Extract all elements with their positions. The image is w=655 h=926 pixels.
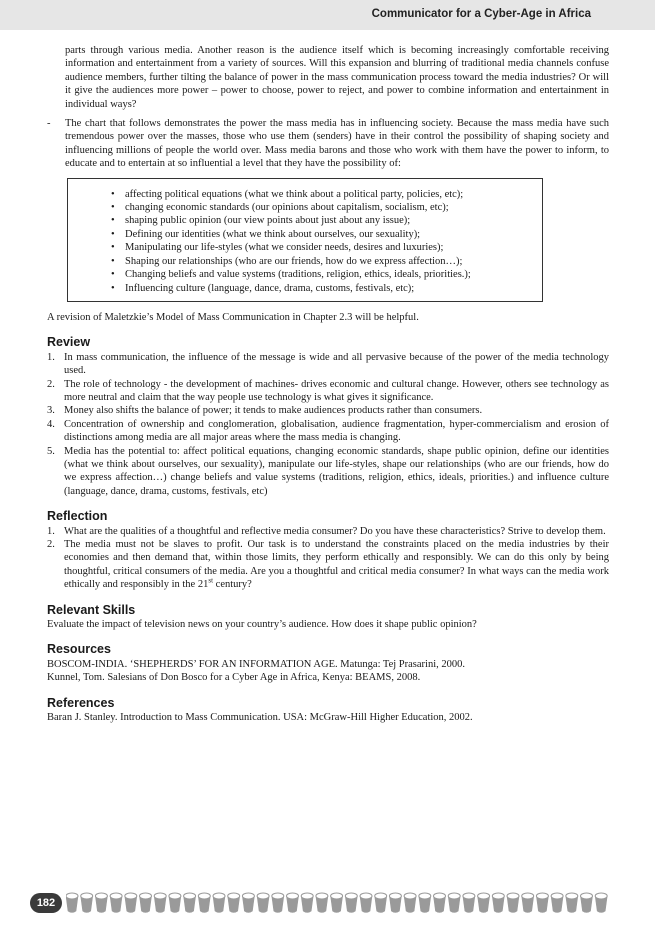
list-item [111, 228, 542, 241]
resource-line: Kunnel, Tom. Salesians of Don Bosco for a Cyber Age in Africa, Kenya: BEAMS, 2008. [47, 672, 421, 684]
list-item [111, 268, 542, 281]
revision-note: A revision of Maletzkie’s Model of Mass Communication in Chapter 2.3 will be helpful. [47, 311, 419, 323]
page-content [47, 44, 609, 724]
list-item-text: shaping public opinion (our view points about just about any issue); [125, 215, 411, 227]
strip-motif-icon [169, 893, 181, 913]
list-item [111, 282, 542, 295]
influence-list [111, 188, 542, 295]
strip-motif-icon [140, 893, 152, 913]
list-item [47, 445, 609, 499]
item-number: 1. [47, 351, 55, 363]
strip-motif-icon [345, 893, 357, 913]
strip-motif-icon [463, 893, 475, 913]
bullet-icon: • [111, 255, 115, 267]
strip-motif-icon [125, 893, 137, 913]
resources-heading: Resources [47, 642, 111, 657]
list-item-text: Defining our identities (what we think about ourselves, our sexuality); [125, 228, 421, 240]
item-number: 2. [47, 378, 55, 390]
skills-heading: Relevant Skills [47, 602, 136, 617]
strip-motif-icon [507, 893, 519, 913]
item-number: 1. [47, 525, 55, 537]
strip-motif-icon [478, 893, 490, 913]
strip-motif-icon [522, 893, 534, 913]
review-heading: Review [47, 335, 91, 350]
page-number: 182 [30, 893, 62, 913]
page-header [0, 0, 655, 30]
dash-marker: - [47, 118, 51, 130]
list-item-text: affecting political equations (what we think about a political party, policies, etc); [125, 188, 464, 200]
influence-box [67, 178, 543, 302]
strip-motif-icon [272, 893, 284, 913]
bullet-icon: • [111, 202, 115, 214]
item-number: 5. [47, 445, 55, 457]
strip-motif-icon [360, 893, 372, 913]
list-item [111, 255, 542, 268]
list-item [47, 525, 609, 538]
strip-motif-icon [213, 893, 225, 913]
list-item [47, 351, 609, 378]
resource-line: BOSCOM-INDIA. ‘SHEPHERDS’ FOR AN INFORMATION AGE. Matunga: Tej Prasarini, 2000. [47, 658, 466, 670]
list-item [111, 188, 542, 201]
item-text: In mass communication, the influence of the message is wide and all pervasive because of the power of the media technology used. [64, 351, 609, 377]
chart-paragraph [47, 117, 609, 171]
strip-motif-icon [316, 893, 328, 913]
strip-motif-icon [551, 893, 563, 913]
strip-motif-icon [301, 893, 313, 913]
bullet-icon: • [111, 282, 115, 294]
strip-motif-icon [287, 893, 299, 913]
strip-motif-icon [228, 893, 240, 913]
strip-motif-icon [389, 893, 401, 913]
list-item [47, 378, 609, 405]
strip-motif-icon [375, 893, 387, 913]
review-list [47, 351, 609, 498]
list-item-text: Changing beliefs and value systems (traditions, religion, ethics, ideals, priorities.); [125, 269, 471, 281]
intro-paragraph: parts through various media. Another reason is the audience itself which is becoming increasingly comfortable receiving information and entertainment from a variety of sources. Will this expansion and blurring of traditional media channels confuse audience members, further tilting the balance of power in the mass communication process toward the media industries? Or will it give the audiences more power – power to choose, power to reject, and power to combine information and entertainment in individual ways? [65, 45, 609, 110]
page-footer [0, 885, 655, 921]
strip-motif-icon [536, 893, 548, 913]
references-heading: References [47, 695, 115, 710]
item-text: The role of technology - the development of machines- drives economic and cultural change. However, others see technology as more neutral and claim that the way people use technology is what gives it significance. [64, 378, 609, 403]
item-text: What are the qualities of a thoughtful and reflective media consumer? Do you have these characteristics? Strive to develop them. [64, 525, 606, 537]
list-item [47, 538, 609, 592]
strip-motif-icon [198, 893, 210, 913]
strip-motif-icon [581, 893, 593, 913]
item-text: Money also shifts the balance of power; it tends to make audiences products rather than consumers. [64, 405, 483, 417]
reflection-heading: Reflection [47, 509, 108, 524]
list-item [111, 201, 542, 214]
bullet-icon: • [111, 269, 115, 281]
strip-motif-icon [595, 893, 607, 913]
chart-paragraph-text: The chart that follows demonstrates the power the mass media has in influencing society. Because the mass media have such tremendous power over the masses, those who use them (senders) have in their control the possibility of shaping society and influencing millions of people the world over. Mass media barons and those who work with them have the power to inform, to educate and to entertain at so influential a level that they have the possibility of: [65, 118, 609, 170]
strip-motif-icon [81, 893, 93, 913]
strip-motif-icon [110, 893, 122, 913]
running-title: Communicator for a Cyber-Age in Africa [371, 8, 591, 20]
list-item [111, 214, 542, 227]
list-item-text: Influencing culture (language, dance, drama, customs, festivals, etc); [125, 282, 415, 294]
item-text-main: The media must not be slaves to profit. Our task is to understand the constraints placed on the media industries by their economies and then demand that, within those limits, they perform ethically and responsibly. We can do this only by being thoughtful, critical consumers of the media. Are you a thoughtful and critical media consumer? In what ways can the media work ethically and responsibly in the 21 [64, 539, 609, 591]
bullet-icon: • [111, 215, 115, 227]
list-item-text: Manipulating our life-styles (what we consider needs, desires and luxuries); [125, 242, 444, 254]
reflection-list [47, 525, 609, 592]
ordinal-suffix: st [208, 576, 214, 585]
list-item-text: changing economic standards (our opinions about capitalism, socialism, etc); [125, 202, 449, 214]
strip-motif-icon [566, 893, 578, 913]
item-number: 4. [47, 418, 55, 430]
strip-motif-icon [419, 893, 431, 913]
skills-text: Evaluate the impact of television news on your country’s audience. How does it shape public opinion? [47, 619, 477, 631]
item-number: 3. [47, 405, 55, 417]
bullet-icon: • [111, 228, 115, 240]
strip-motif-icon [154, 893, 166, 913]
strip-motif-icon [404, 893, 416, 913]
bullet-icon: • [111, 188, 115, 200]
item-text-tail: century? [213, 579, 252, 591]
item-number: 2. [47, 539, 55, 550]
list-item [111, 241, 542, 254]
strip-motif-icon [95, 893, 107, 913]
bullet-icon: • [111, 242, 115, 254]
item-text: Media has the potential to: affect political equations, changing economic standards, shape public opinion, define our identities (what we think about ourselves, our sexuality), manipulate our life-styles, shape our relationships (who are our friends, how do we express affection…) change beliefs and value systems (traditions, religion, ethics, ideals, priorities.) and influence culture (language, dance, drama, customs, festivals, etc) [64, 445, 609, 497]
strip-motif-icon [434, 893, 446, 913]
strip-motif-icon [257, 893, 269, 913]
item-text: Concentration of ownership and conglomeration, globalisation, audience fragmentation, hyper-commercialism and erosion of distinctions among media are all major areas where the mass media is changing. [64, 418, 609, 444]
strip-motif-icon [331, 893, 343, 913]
reference-line: Baran J. Stanley. Introduction to Mass Communication. USA: McGraw-Hill Higher Education, 2002. [47, 712, 473, 724]
strip-motif-icon [66, 893, 78, 913]
strip-motif-icon [242, 893, 254, 913]
list-item [47, 418, 609, 445]
strip-motif-icon [492, 893, 504, 913]
decorative-strip [66, 891, 618, 915]
item-text [64, 539, 609, 590]
strip-motif-icon [448, 893, 460, 913]
list-item-text: Shaping our relationships (who are our friends, how do we express affection…); [125, 255, 463, 267]
list-item [47, 404, 609, 417]
strip-motif-icon [184, 893, 196, 913]
